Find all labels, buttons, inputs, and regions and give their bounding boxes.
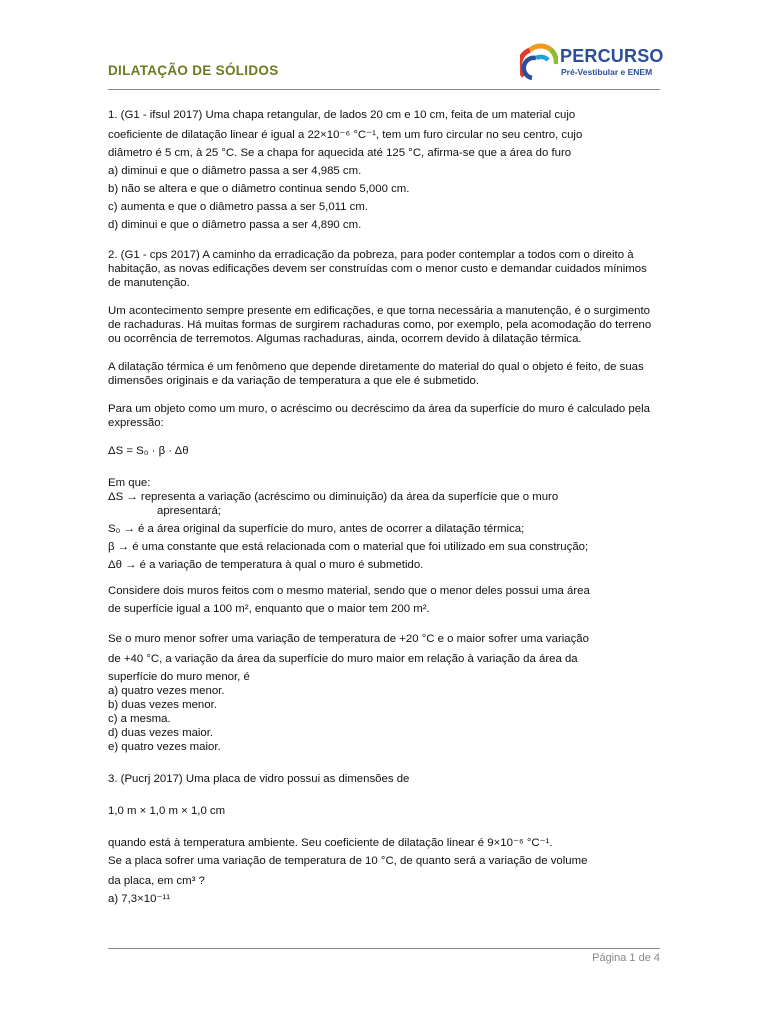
q1-line3: diâmetro é 5 cm, à 25 °C. Se a chapa for aquecida até 125 °C, afirma-se que a área do furo	[108, 147, 572, 159]
logo-arc-icon	[520, 42, 558, 82]
q2-definition-delta-s-cont: apresentará;	[157, 505, 221, 517]
q3-dimensions: 1,0 m × 1,0 m × 1,0 cm	[108, 805, 226, 817]
q1-line1: 1. (G1 - ifsul 2017) Uma chapa retangular, de lados 20 cm e 10 cm, feita de um material cujo	[108, 109, 576, 121]
q3-line4: da placa, em cm³ ?	[108, 875, 205, 887]
q2-paragraph-6b: de +40 °C, a variação da área da superfície do muro maior em relação à variação da área da	[108, 653, 578, 665]
q2-paragraph-1: 2. (G1 - cps 2017) A caminho da erradicação da pobreza, para poder contemplar a todos com o direito à habitação, as novas edificações devem ser construídas com o menor custo e demandar cuidados mínimos de manutenção.	[108, 249, 647, 289]
percurso-logo	[520, 40, 664, 85]
logo-name: PERCURSO	[560, 46, 664, 66]
q2-definition-beta: β → é uma constante que está relacionada com o material que foi utilizado em sua construção;	[108, 541, 589, 553]
q2-paragraph-5a: Considere dois muros feitos com o mesmo material, sendo que o menor deles possui uma área	[108, 585, 590, 597]
q2-paragraph-6c: superfície do muro menor, é	[108, 671, 250, 683]
q3-line3: Se a placa sofrer uma variação de temperatura de 10 °C, de quanto será a variação de volume	[108, 855, 588, 867]
q2-formula: ΔS = S₀ · β · Δθ	[108, 445, 189, 457]
q2-option-e: e) quatro vezes maior.	[108, 741, 221, 753]
header-divider	[108, 89, 660, 90]
q2-paragraph-4: Para um objeto como um muro, o acréscimo ou decréscimo da área da superfície do muro é calculado pela expressão:	[108, 403, 650, 429]
q2-definition-delta-s: ΔS → representa a variação (acréscimo ou diminuição) da área da superfície que o muro	[108, 491, 559, 503]
document-body	[108, 108, 660, 906]
q2-option-c: c) a mesma.	[108, 713, 171, 725]
q2-option-b: b) duas vezes menor.	[108, 699, 217, 711]
q1-option-b: b) não se altera e que o diâmetro continua sendo 5,000 cm.	[108, 183, 410, 195]
q2-option-a: a) quatro vezes menor.	[108, 685, 225, 697]
q1-option-d: d) diminui e que o diâmetro passa a ser 4,890 cm.	[108, 219, 362, 231]
q2-paragraph-6a: Se o muro menor sofrer uma variação de temperatura de +20 °C e o maior sofrer uma variação	[108, 633, 589, 645]
q2-em-que: Em que:	[108, 477, 151, 489]
q3-line2: quando está à temperatura ambiente. Seu coeficiente de dilatação linear é 9×10⁻⁶ °C⁻¹.	[108, 837, 553, 849]
q1-line2: coeficiente de dilatação linear é igual a 22×10⁻⁶ °C⁻¹, tem um furo circular no seu centro, cujo	[108, 129, 583, 141]
q2-option-d: d) duas vezes maior.	[108, 727, 214, 739]
q2-paragraph-2: Um acontecimento sempre presente em edificações, e que torna necessária a manutenção, é o surgimento de rachaduras. Há muitas formas de surgirem rachaduras como, por exemplo, pela acomodação do terreno ou ocorrência de terremotos. Algumas rachaduras, ainda, ocorrem devido à dilatação térmica.	[108, 305, 652, 345]
q2-definition-s0: S₀ → é a área original da superfície do muro, antes de ocorrer a dilatação térmica;	[108, 523, 525, 535]
logo-tagline: Pré-Vestibular e ENEM	[561, 67, 653, 77]
q3-line1: 3. (Pucrj 2017) Uma placa de vidro possui as dimensões de	[108, 773, 410, 785]
q2-definition-delta-theta: Δθ → é a variação de temperatura à qual o muro é submetido.	[108, 559, 424, 571]
q1-option-a: a) diminui e que o diâmetro passa a ser 4,985 cm.	[108, 165, 362, 177]
document-title: DILATAÇÃO DE SÓLIDOS	[108, 63, 279, 78]
q2-paragraph-3: A dilatação térmica é um fenômeno que depende diretamente do material do qual o objeto é feito, de suas dimensões originais e da variação de temperatura a que ele é submetido.	[108, 361, 644, 387]
page-number: Página 1 de 4	[592, 952, 660, 964]
q3-option-a: a) 7,3×10⁻¹¹	[108, 893, 171, 905]
q1-option-c: c) aumenta e que o diâmetro passa a ser 5,011 cm.	[108, 201, 369, 213]
q2-paragraph-5b: de superfície igual a 100 m², enquanto que o maior tem 200 m².	[108, 603, 430, 615]
footer-divider	[108, 948, 660, 949]
